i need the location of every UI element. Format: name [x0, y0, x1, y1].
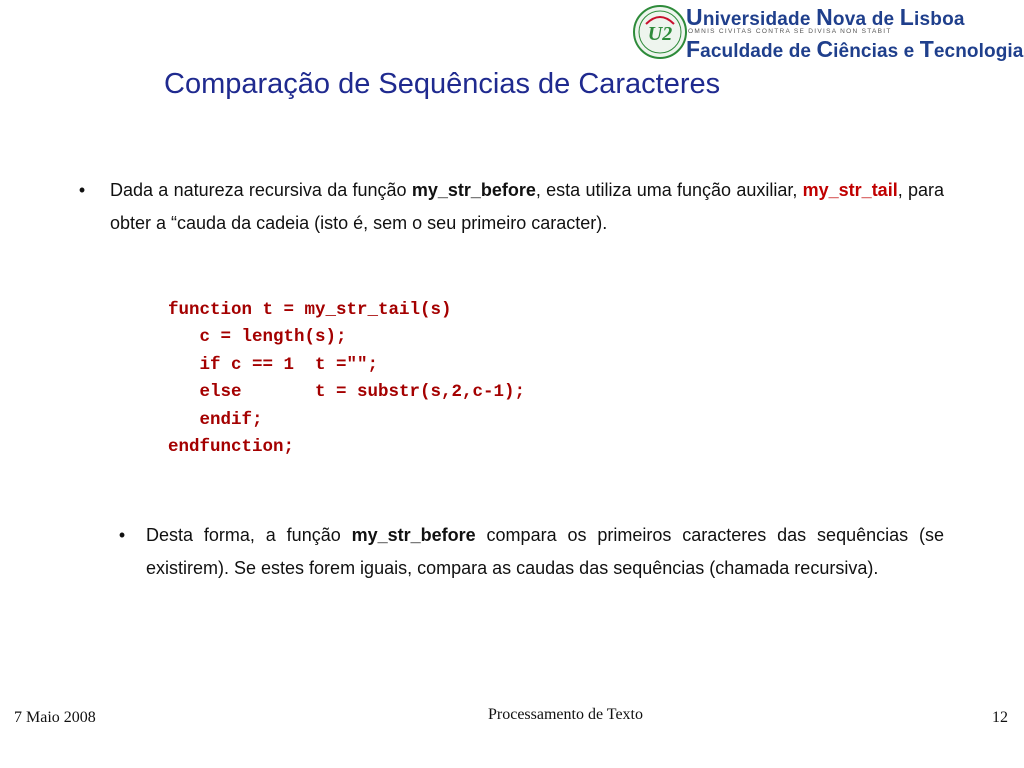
bullet-paragraph-1 — [78, 174, 945, 240]
bullet-text: compara os primeiros caracteres das sequências (se existirem). Se estes forem iguais, compara as caudas das sequências (chamada recursiva). — [146, 525, 945, 578]
logo-cap: F — [686, 36, 701, 62]
logo-rest: iências e — [833, 41, 920, 62]
logo-rest: aculdade de — [700, 41, 817, 62]
university-logo — [628, 0, 1024, 66]
function-name-my-str-before: my_str_before — [351, 525, 476, 545]
logo-rest: ecnologia — [933, 41, 1024, 62]
logo-cap: U — [686, 4, 703, 30]
code-line: endfunction; — [168, 436, 295, 457]
logo-rest: isboa — [914, 9, 965, 30]
bullet-text: Desta forma, a função — [146, 525, 352, 545]
code-line: c = length(s); — [168, 327, 347, 348]
logo-university-name — [686, 4, 965, 31]
code-line: else t = substr(s,2,c-1); — [168, 382, 526, 403]
footer-date: 7 Maio 2008 — [14, 709, 96, 726]
logo-rest: ova de — [832, 9, 900, 30]
code-line: endif; — [168, 409, 263, 430]
footer-page-number: 12 — [992, 709, 1008, 726]
bullet-paragraph-2 — [118, 519, 945, 585]
code-line: function t = my_str_tail(s) — [168, 300, 452, 320]
emblem-text: U2 — [647, 23, 673, 45]
bullet-text: Dada a natureza recursiva da função — [110, 180, 412, 200]
logo-motto: OMNIS CIVITAS CONTRA SE DIVISA NON STABIT — [688, 28, 892, 35]
logo-cap: C — [816, 36, 834, 62]
function-name-my-str-before: my_str_before — [411, 180, 536, 200]
slide-title: Comparação de Sequências de Caracteres — [164, 68, 721, 100]
footer-course-title: Processamento de Texto — [488, 706, 643, 723]
logo-cap: N — [816, 4, 833, 30]
bullet-text: , esta utiliza uma função auxiliar, — [535, 180, 803, 200]
logo-cap: T — [919, 36, 934, 62]
code-line: if c == 1 t =""; — [168, 354, 379, 375]
logo-rest: niversidade — [702, 9, 817, 30]
logo-faculty-name — [686, 36, 1023, 63]
logo-cap: L — [899, 4, 915, 30]
university-emblem-icon — [632, 4, 688, 60]
code-block — [168, 297, 525, 461]
bullet-marker: • — [78, 180, 86, 200]
bullet-marker: • — [118, 525, 126, 545]
function-name-my-str-tail: my_str_tail — [802, 180, 898, 200]
bullet-text: , para obter a “cauda da cadeia (isto é, sem o seu primeiro caracter). — [110, 180, 945, 233]
